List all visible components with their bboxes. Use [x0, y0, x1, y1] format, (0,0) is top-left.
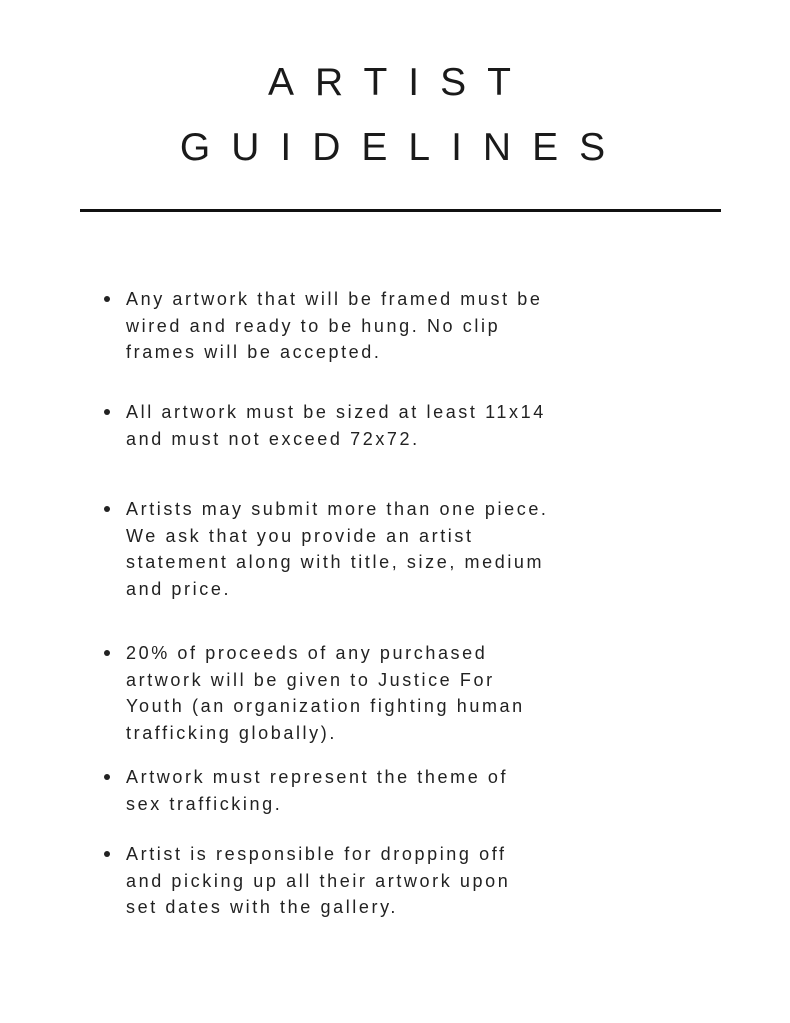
guideline-text: Artist is responsible for dropping off and picking up all their artwork upon set dates with the gallery.: [126, 844, 511, 917]
bullet-icon: [104, 506, 110, 512]
guideline-text: Artwork must represent the theme of sex trafficking.: [126, 767, 509, 814]
bullet-icon: [104, 774, 110, 780]
guideline-text: Any artwork that will be framed must be wired and ready to be hung. No clip frames will be accepted.: [126, 289, 543, 362]
guideline-item: [104, 841, 624, 921]
guideline-item: [104, 764, 624, 817]
guideline-item: [104, 399, 624, 452]
guideline-text: All artwork must be sized at least 11x14 and must not exceed 72x72.: [126, 402, 546, 449]
bullet-icon: [104, 296, 110, 302]
bullet-icon: [104, 409, 110, 415]
page-title-line-1: ARTIST: [268, 61, 532, 104]
guideline-text: 20% of proceeds of any purchased artwork will be given to Justice For Youth (an organization fighting human trafficking globally).: [126, 643, 525, 743]
guideline-item: [104, 496, 624, 602]
bullet-icon: [104, 851, 110, 857]
guideline-text: Artists may submit more than one piece. We ask that you provide an artist statement along with title, size, medium and price.: [126, 499, 549, 599]
guideline-item: [104, 640, 624, 746]
title-divider: [80, 209, 721, 212]
bullet-icon: [104, 650, 110, 656]
guideline-item: [104, 286, 624, 366]
page-title-line-2: GUIDELINES: [179, 126, 627, 169]
